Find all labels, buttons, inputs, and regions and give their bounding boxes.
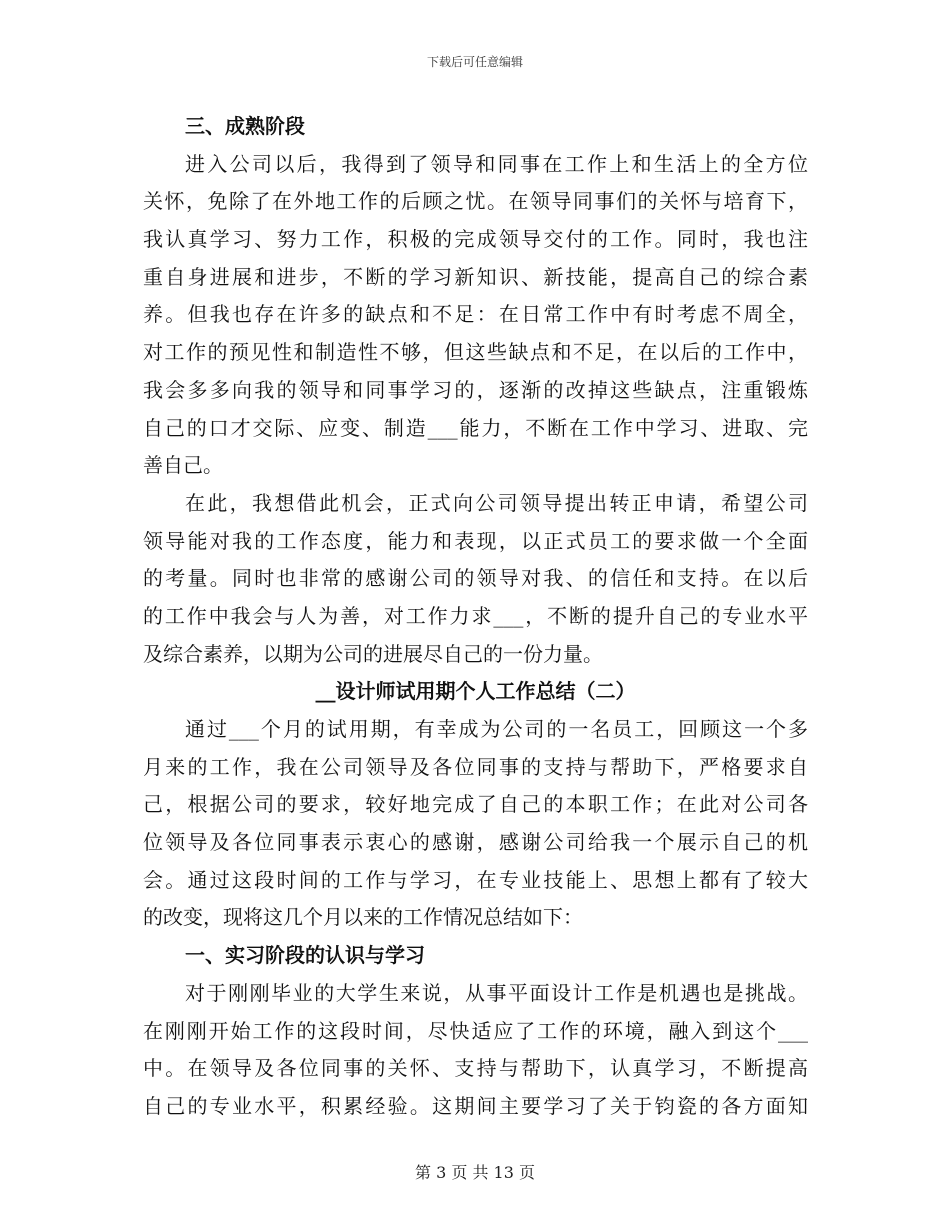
- paragraph-line: 己，根据公司的要求，较好地完成了自己的本职工作；在此对公司各: [143, 792, 808, 817]
- paragraph-line: 会。通过这段时间的工作与学习，在专业技能上、思想上都有了较大: [143, 867, 808, 892]
- paragraph-line: 通过___个月的试用期，有幸成为公司的一名员工，回顾这一个多: [185, 717, 808, 741]
- section-heading-maturity: 三、成熟阶段: [185, 114, 305, 138]
- paragraph-line: 善自己。: [143, 453, 223, 478]
- paragraph-line: 的工作中我会与人为善，对工作力求___，不断的提升自己的专业水平: [143, 603, 808, 628]
- page-number-footer: 第 3 页 共 13 页: [415, 1163, 535, 1182]
- page-header-note: 下载后可任意编辑: [426, 55, 523, 69]
- paragraph-line: 领导能对我的工作态度，能力和表现，以正式员工的要求做一个全面: [143, 528, 808, 553]
- paragraph-line: 我会多多向我的领导和同事学习的，逐渐的改掉这些缺点，注重锻炼: [143, 377, 808, 402]
- paragraph-line: 及综合素养，以期为公司的进展尽自己的一份力量。: [143, 641, 603, 666]
- paragraph-line: 对于刚刚毕业的大学生来说，从事平面设计工作是机遇也是挑战。: [185, 980, 808, 1005]
- paragraph-line: 重自身进展和进步，不断的学习新知识、新技能，提高自己的综合素: [143, 264, 808, 289]
- paragraph-line: 关怀，免除了在外地工作的后顾之忧。在领导同事们的关怀与培育下，: [143, 189, 808, 214]
- paragraph-line: 月来的工作，我在公司领导及各位同事的支持与帮助下，严格要求自: [143, 754, 808, 779]
- paragraph-line: 在此，我想借此机会，正式向公司领导提出转正申请，希望公司: [185, 490, 808, 515]
- paragraph-line: 自己的专业水平，积累经验。这期间主要学习了关于钧瓷的各方面知: [143, 1093, 808, 1118]
- document-section-title: __设计师试用期个人工作总结（二）: [315, 679, 636, 704]
- paragraph-line: 的考量。同时也非常的感谢公司的领导对我、的信任和支持。在以后: [143, 566, 808, 591]
- section-heading-internship: 一、实习阶段的认识与学习: [185, 943, 425, 968]
- paragraph-line: 在刚刚开始工作的这段时间，尽快适应了工作的环境，融入到这个___: [143, 1018, 808, 1043]
- paragraph-line: 位领导及各位同事表示衷心的感谢，感谢公司给我一个展示自己的机: [143, 830, 808, 855]
- paragraph-line: 养。但我也存在许多的缺点和不足：在日常工作中有时考虑不周全，: [143, 302, 808, 327]
- paragraph-line: 进入公司以后，我得到了领导和同事在工作上和生活上的全方位: [185, 151, 808, 176]
- paragraph-line: 我认真学习、努力工作，积极的完成领导交付的工作。同时，我也注: [143, 227, 808, 252]
- paragraph-line: 自己的口才交际、应变、制造___能力，不断在工作中学习、进取、完: [143, 415, 808, 440]
- paragraph-line: 对工作的预见性和制造性不够，但这些缺点和不足，在以后的工作中，: [143, 340, 808, 365]
- document-body: [143, 108, 808, 1126]
- paragraph-line: 中。在领导及各位同事的关怀、支持与帮助下，认真学习，不断提高: [143, 1056, 808, 1081]
- paragraph-line: 的改变，现将这几个月以来的工作情况总结如下：: [143, 905, 583, 930]
